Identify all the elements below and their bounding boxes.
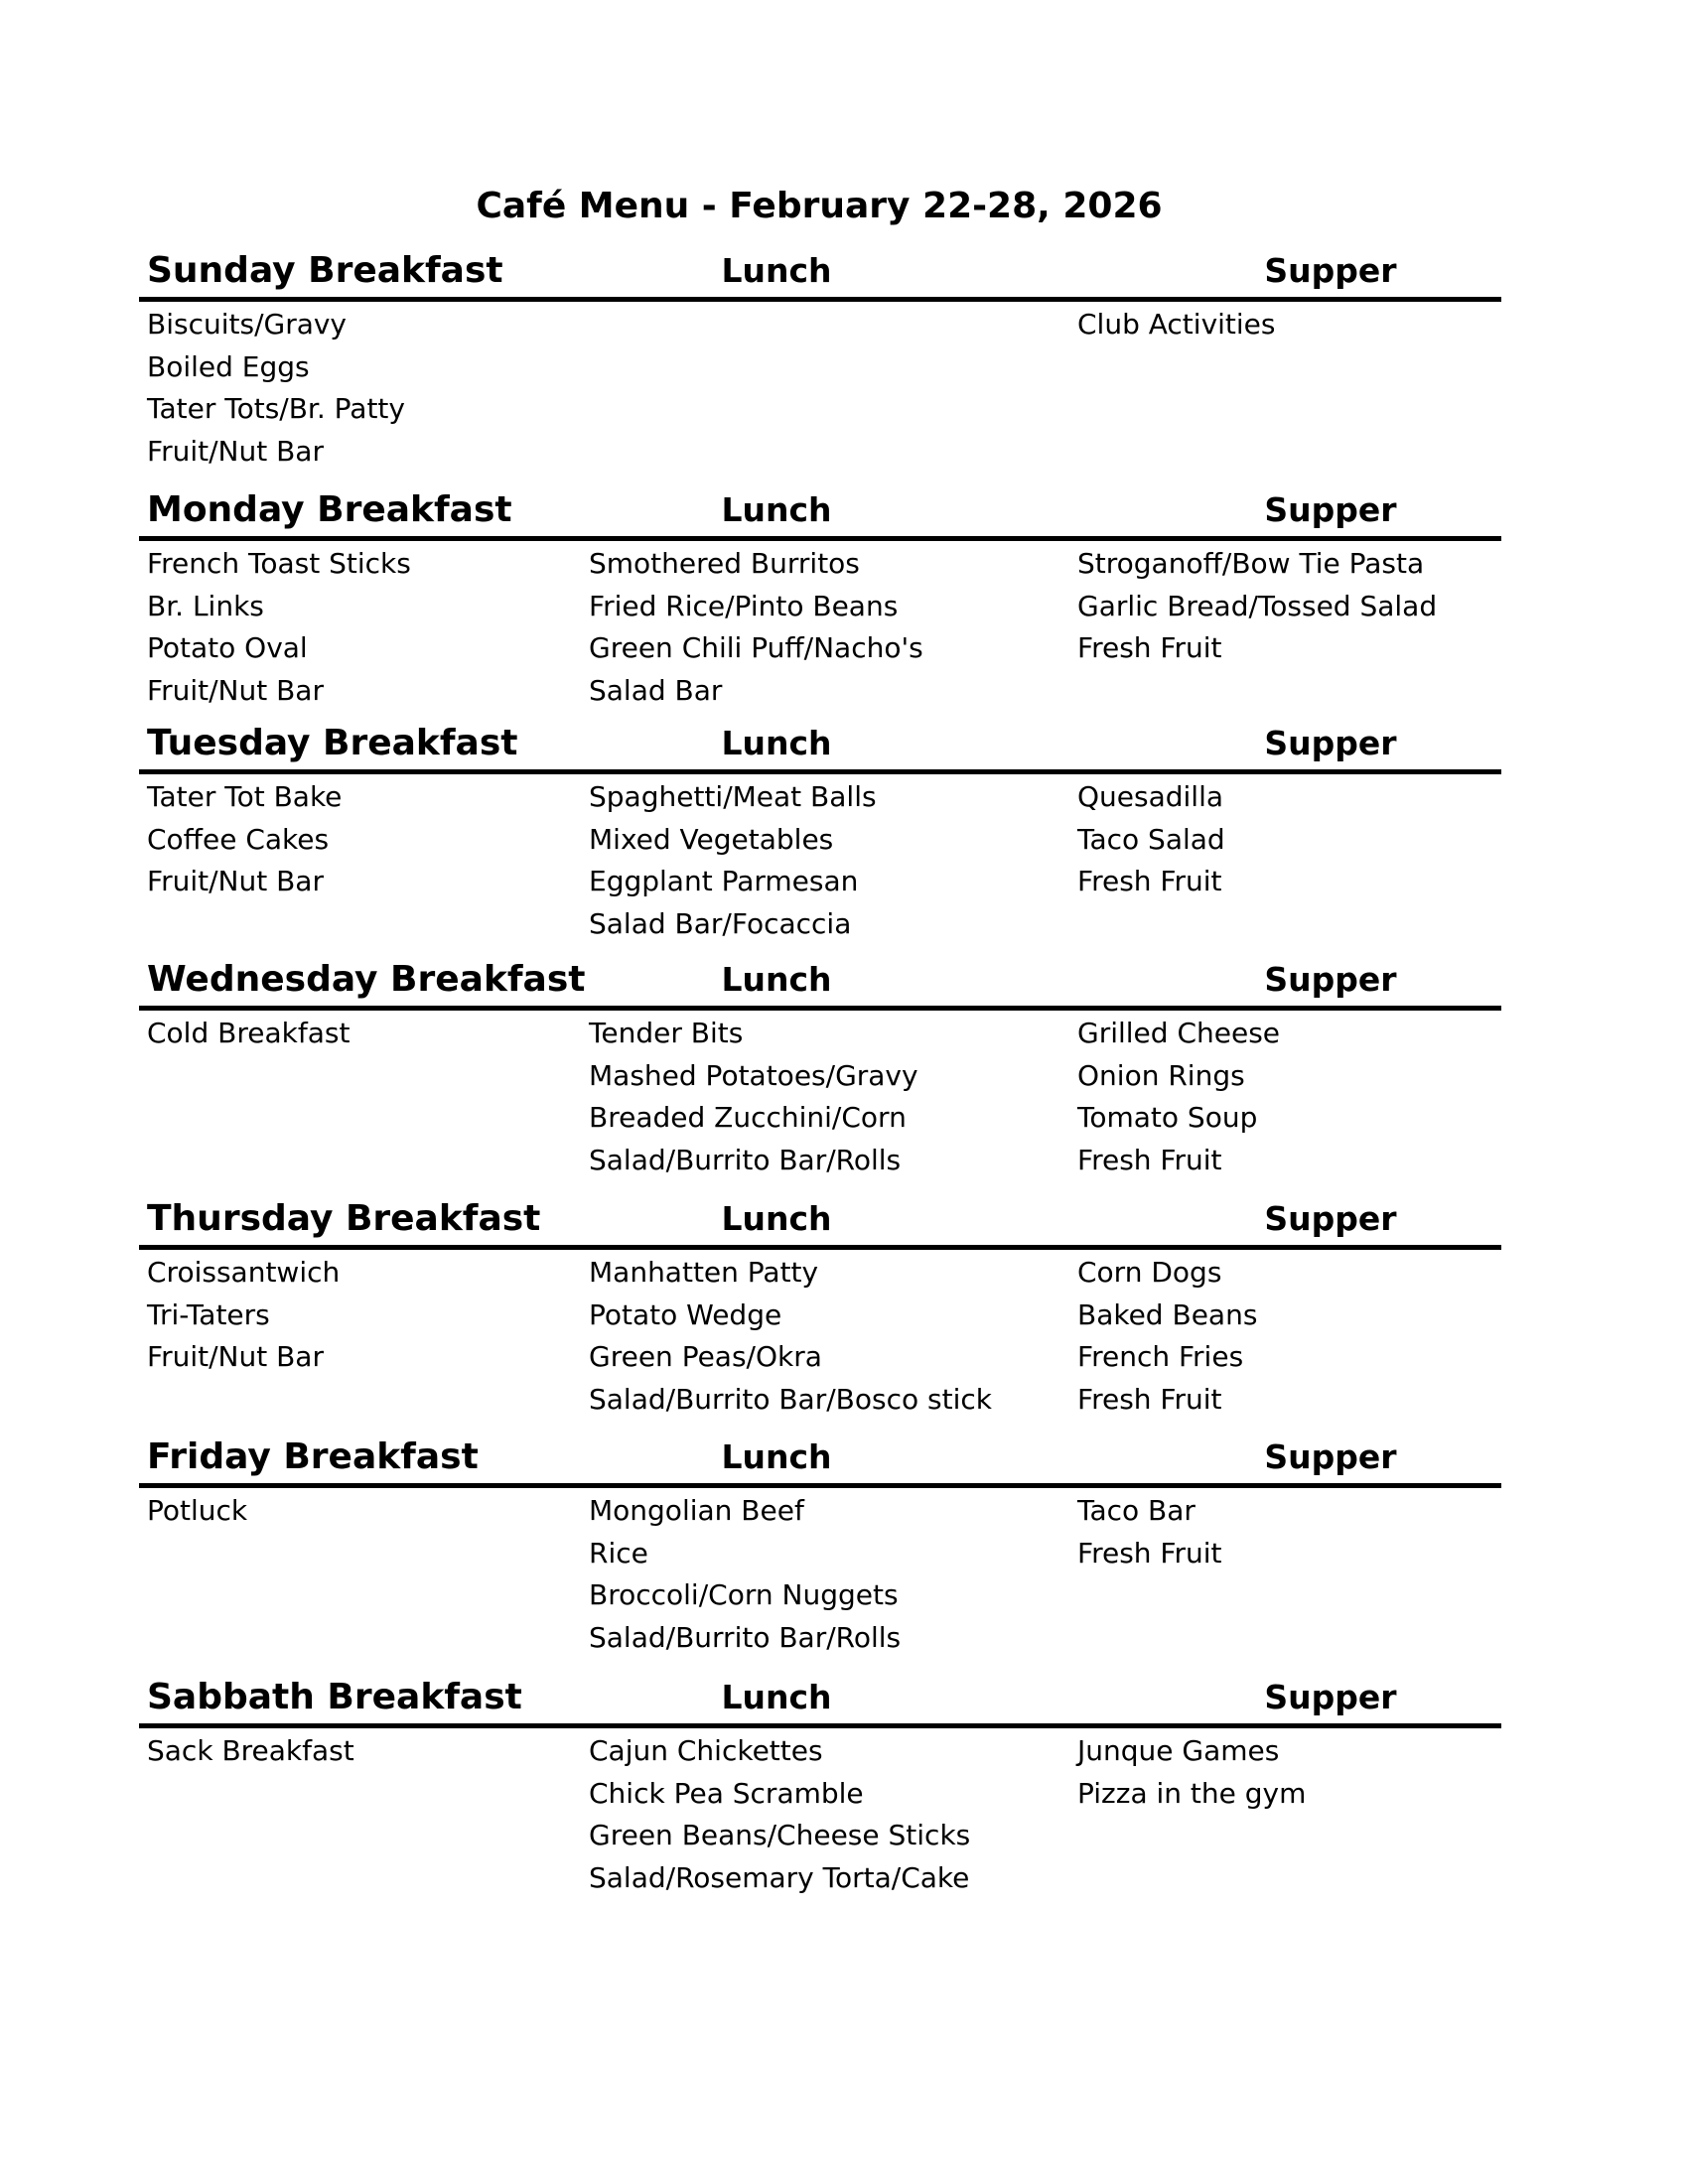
supper-item: Fresh Fruit [1077,1382,1222,1416]
day-heading: Friday Breakfast [147,1436,479,1477]
breakfast-list [147,1013,350,1055]
meal-columns [139,1728,1501,1907]
lunch-item: Mashed Potatoes/Gravy [589,1058,918,1092]
supper-list [1077,776,1225,903]
breakfast-item: Boiled Eggs [147,349,310,383]
lunch-list [589,1013,918,1181]
breakfast-list [147,543,411,712]
day-heading: Thursday Breakfast [147,1198,541,1239]
breakfast-list [147,304,405,473]
supper-heading: Supper [1264,1199,1397,1238]
breakfast-list [147,1730,354,1773]
lunch-item: Mixed Vegetables [589,822,834,856]
breakfast-item: Br. Links [147,589,264,622]
supper-heading: Supper [1264,251,1397,290]
meal-columns [139,1250,1501,1429]
lunch-item: Chick Pea Scramble [589,1776,864,1810]
lunch-item: Green Beans/Cheese Sticks [589,1819,971,1851]
lunch-list [589,776,877,945]
supper-item: Quesadilla [1077,780,1224,813]
lunch-heading: Lunch [721,251,832,290]
supper-heading: Supper [1264,1678,1397,1716]
day-section-sabbath [139,1672,1501,1907]
lunch-item: Potato Wedge [589,1297,782,1331]
page-title: Café Menu - February 22-28, 2026 [476,186,1163,226]
lunch-list [589,543,923,712]
supper-item: Tomato Soup [1077,1101,1258,1134]
supper-item: Baked Beans [1077,1297,1258,1331]
lunch-heading: Lunch [721,1199,832,1238]
day-header [139,484,1501,541]
breakfast-item: Tri-Taters [147,1297,270,1331]
day-header [139,954,1501,1011]
lunch-item: Green Chili Puff/Nacho's [589,631,923,664]
lunch-item: Salad/Burrito Bar/Bosco stick [589,1382,992,1416]
lunch-item: Manhatten Patty [589,1256,819,1289]
supper-heading: Supper [1264,1437,1397,1476]
breakfast-list [147,776,342,903]
breakfast-item: Coffee Cakes [147,822,330,856]
lunch-item: Salad/Burrito Bar/Rolls [589,1143,902,1176]
lunch-heading: Lunch [721,960,832,999]
meal-columns [139,1011,1501,1189]
day-section-tuesday [139,718,1501,953]
supper-item: Taco Bar [1077,1494,1196,1527]
breakfast-item: French Toast Sticks [147,547,411,580]
lunch-heading: Lunch [721,1678,832,1716]
breakfast-item: Tater Tots/Br. Patty [147,392,405,425]
day-header [139,1432,1501,1488]
lunch-item: Smothered Burritos [589,547,860,580]
day-section-friday [139,1432,1501,1667]
day-section-sunday [139,245,1501,480]
supper-item: Fresh Fruit [1077,631,1222,664]
breakfast-item: Croissantwich [147,1256,341,1289]
lunch-item: Salad Bar [589,673,723,707]
supper-list [1077,1490,1222,1574]
supper-item: Junque Games [1077,1734,1280,1767]
day-header [139,245,1501,302]
day-heading: Tuesday Breakfast [147,723,518,763]
lunch-item: Mongolian Beef [589,1494,804,1527]
breakfast-item: Cold Breakfast [147,1017,351,1049]
meal-columns [139,302,1501,480]
breakfast-item: Fruit/Nut Bar [147,1340,324,1373]
supper-list [1077,543,1437,670]
supper-item: Fresh Fruit [1077,1536,1222,1570]
day-header [139,1672,1501,1728]
lunch-item: Salad Bar/Focaccia [589,906,852,940]
day-section-thursday [139,1193,1501,1429]
supper-heading: Supper [1264,960,1397,999]
lunch-list [589,1490,901,1659]
breakfast-item: Fruit/Nut Bar [147,865,324,897]
day-heading: Sabbath Breakfast [147,1677,522,1717]
lunch-item: Salad/Burrito Bar/Rolls [589,1620,902,1654]
breakfast-item: Potato Oval [147,631,308,664]
breakfast-list [147,1252,340,1379]
supper-list [1077,1013,1280,1181]
supper-item: Garlic Bread/Tossed Salad [1077,589,1438,622]
supper-list [1077,304,1276,346]
lunch-item: Green Peas/Okra [589,1340,822,1373]
supper-item: Grilled Cheese [1077,1017,1281,1049]
lunch-list [589,1252,992,1421]
breakfast-item: Potluck [147,1494,248,1527]
lunch-item: Cajun Chickettes [589,1734,823,1767]
supper-list [1077,1252,1257,1421]
lunch-heading: Lunch [721,1437,832,1476]
supper-item: French Fries [1077,1340,1244,1373]
breakfast-item: Fruit/Nut Bar [147,673,324,707]
breakfast-item: Fruit/Nut Bar [147,434,324,468]
breakfast-item: Biscuits/Gravy [147,308,348,341]
day-header [139,1193,1501,1250]
supper-item: Fresh Fruit [1077,865,1222,897]
lunch-item: Rice [589,1536,648,1570]
lunch-heading: Lunch [721,724,832,762]
day-section-wednesday [139,954,1501,1189]
supper-item: Fresh Fruit [1077,1143,1222,1176]
day-heading: Sunday Breakfast [147,250,503,291]
lunch-item: Eggplant Parmesan [589,865,859,897]
breakfast-list [147,1490,247,1533]
lunch-heading: Lunch [721,490,832,529]
supper-heading: Supper [1264,724,1397,762]
supper-item: Stroganoff/Bow Tie Pasta [1077,547,1425,580]
breakfast-item: Tater Tot Bake [147,780,343,813]
day-heading: Wednesday Breakfast [147,959,586,1000]
lunch-list [589,1730,970,1899]
meal-columns [139,541,1501,720]
lunch-item: Breaded Zucchini/Corn [589,1101,907,1134]
supper-item: Club Activities [1077,308,1276,341]
day-header [139,718,1501,774]
lunch-item: Fried Rice/Pinto Beans [589,589,899,622]
meal-columns [139,1488,1501,1667]
lunch-item: Broccoli/Corn Nuggets [589,1578,899,1611]
lunch-item: Tender Bits [589,1017,744,1049]
supper-item: Corn Dogs [1077,1256,1222,1289]
supper-heading: Supper [1264,490,1397,529]
supper-item: Pizza in the gym [1077,1776,1307,1810]
lunch-item: Spaghetti/Meat Balls [589,780,877,813]
lunch-item: Salad/Rosemary Torta/Cake [589,1860,970,1894]
breakfast-item: Sack Breakfast [147,1734,354,1767]
meal-columns [139,774,1501,953]
day-section-monday [139,484,1501,720]
supper-list [1077,1730,1306,1815]
day-heading: Monday Breakfast [147,489,512,530]
supper-item: Taco Salad [1077,822,1225,856]
supper-item: Onion Rings [1077,1058,1245,1092]
